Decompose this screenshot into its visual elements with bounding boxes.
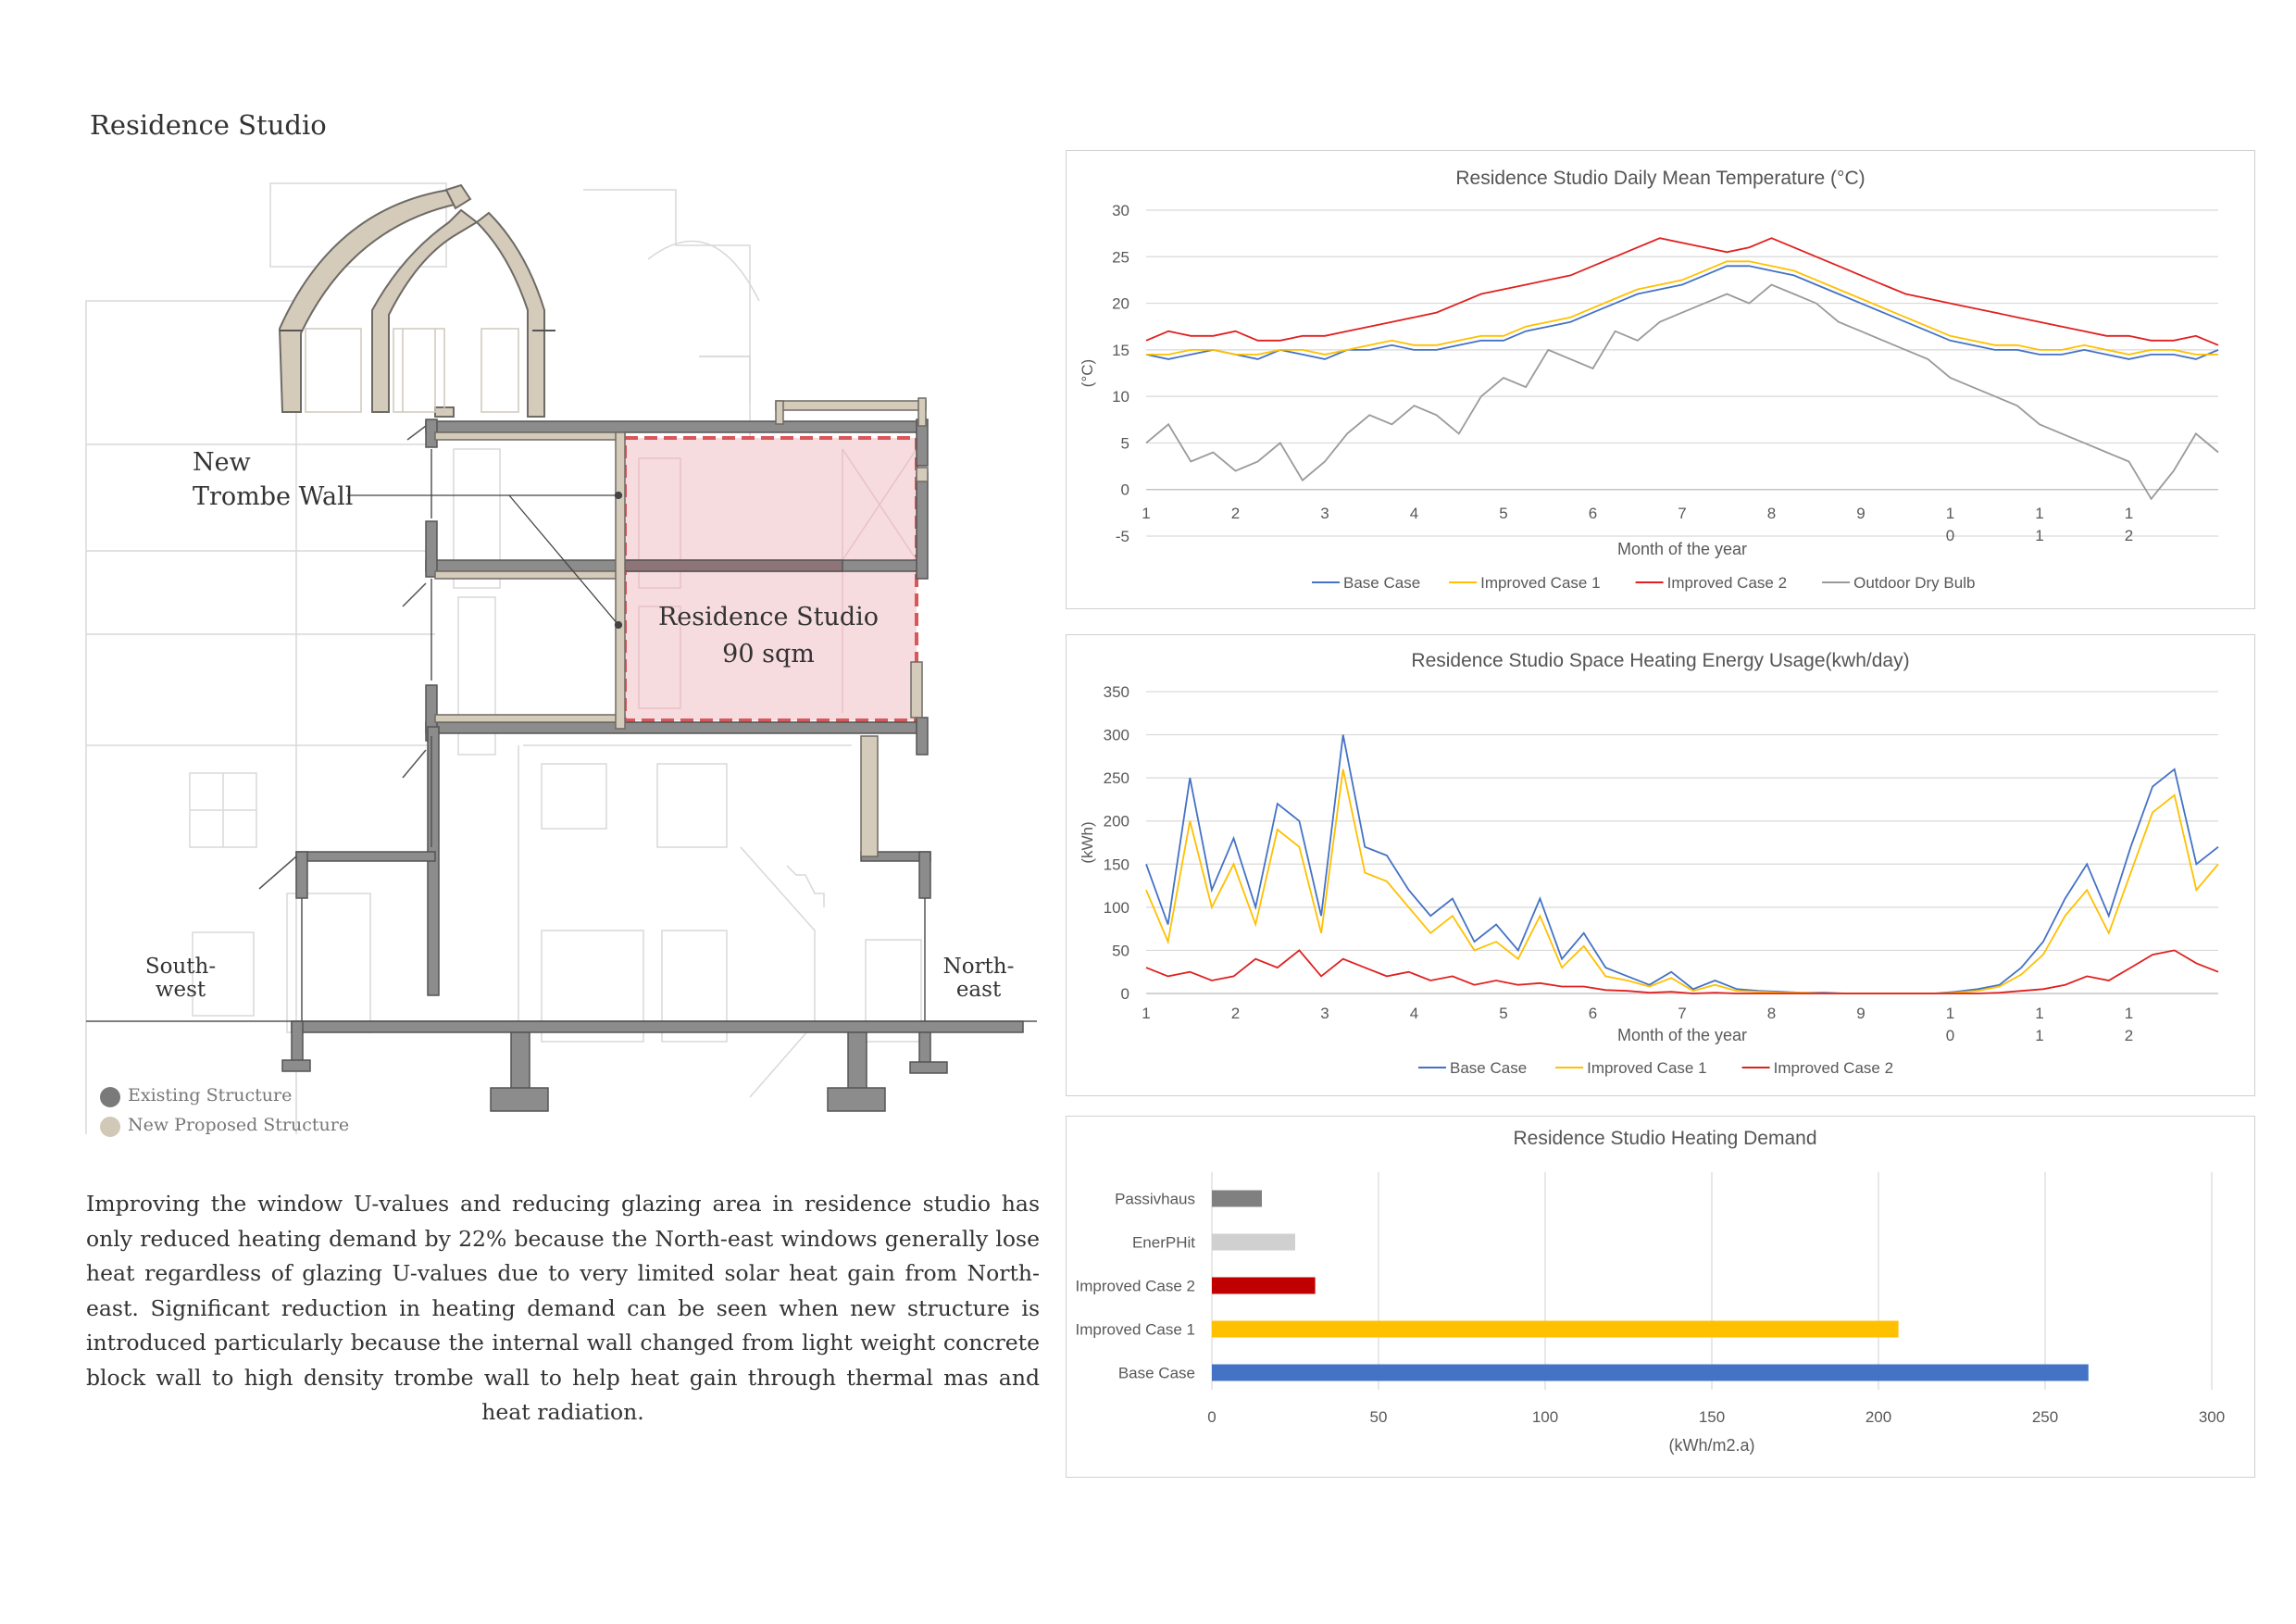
trombe-wall-label-line2: Trombe Wall [193,482,354,511]
x-tick-label: 1 [1142,1005,1151,1022]
proposed-roof [280,185,544,417]
legend-label-0: Base Case [1450,1059,1528,1077]
y-tick-label: 0 [1120,481,1129,499]
y-tick-label: 100 [1103,898,1129,917]
southwest-label-line1: South- [144,955,217,979]
x-tick-label: 2 [1230,1005,1241,1022]
series-line-1 [1146,261,2218,355]
x-tick-label: 9 [1856,1005,1866,1022]
heating-energy-chart [1067,635,2254,1095]
southwest-label-line2: west [155,978,206,1002]
x-axis-title: (kWh/m2.a) [1668,1436,1755,1455]
x-tick-label: 200 [1865,1408,1892,1426]
x-tick-label: 1 [1945,1005,1955,1022]
legend-dot-existing [100,1087,120,1107]
legend-label-3: Outdoor Dry Bulb [1853,574,1976,592]
y-tick-label: 10 [1112,388,1129,406]
x-tick-label: 1 [1945,505,1955,522]
x-tick-label: 50 [1369,1408,1388,1426]
y-tick-label: 350 [1103,683,1129,701]
body-paragraph: Improving the window U-values and reducing glazing area in residence studio has only reduced heating demand by 22% because the North-east windows generally lose heat regardless of glazing U-values due to very limited solar heat gain from North-east. Significant reduction in heating demand can be seen when new structure is introduced particularly because the internal wall changed from light weight concrete block wall to high density trombe wall to help heat gain through thermal mas and heat radiation. [86,1191,1040,1425]
y-tick-label: 250 [1103,769,1129,788]
x-tick-label: 100 [1531,1408,1559,1426]
temperature-chart [1067,151,2254,608]
y-tick-label: 150 [1103,856,1129,874]
temperature-chart-panel [1066,150,2255,609]
x-tick-label: 0 [1945,1027,1955,1044]
x-tick-label: 1 [2124,1005,2134,1022]
y-tick-label: -5 [1115,528,1129,545]
legend-label-proposed: New Proposed Structure [128,1115,350,1135]
chart-title: Residence Studio Heating Demand [1513,1128,1817,1149]
legend-label-existing: Existing Structure [128,1085,293,1106]
x-tick-label: 250 [2031,1408,2059,1426]
heating-demand-chart-panel [1066,1116,2255,1478]
bar-2 [1212,1278,1316,1294]
category-label: Improved Case 1 [1075,1320,1195,1339]
x-tick-label: 5 [1499,505,1508,522]
category-label: Base Case [1117,1364,1195,1382]
bar-1 [1212,1234,1295,1251]
y-tick-label: 200 [1103,812,1129,831]
x-tick-label: 1 [2035,527,2044,544]
legend-label-1: Improved Case 1 [1480,574,1601,592]
category-label: Passivhaus [1115,1190,1195,1208]
x-tick-label: 5 [1499,1005,1508,1022]
x-tick-label: 4 [1409,505,1419,522]
trombe-wall-label-line1: New [193,448,251,477]
room-label-line1: Residence Studio [657,603,880,631]
northeast-label-line2: east [955,978,1002,1002]
x-axis-title: Month of the year [1616,1026,1748,1044]
legend-label-0: Base Case [1343,574,1421,592]
x-tick-label: 9 [1856,505,1866,522]
page-title: Residence Studio [90,109,327,141]
x-tick-label: 3 [1320,505,1329,522]
x-tick-label: 6 [1588,505,1598,522]
series-line-3 [1146,285,2218,499]
y-tick-label: 15 [1112,341,1129,359]
x-tick-label: 2 [2124,1027,2134,1044]
bar-3 [1212,1321,1899,1338]
x-tick-label: 1 [1142,505,1151,522]
x-tick-label: 7 [1678,505,1687,522]
x-tick-label: 6 [1588,1005,1598,1022]
x-tick-label: 1 [2124,505,2134,522]
residence-studio-highlight [625,438,917,720]
x-tick-label: 0 [1207,1408,1217,1426]
x-tick-label: 8 [1766,505,1777,522]
x-tick-label: 7 [1678,1005,1687,1022]
y-tick-label: 30 [1112,202,1129,219]
legend-label-2: Improved Case 2 [1773,1059,1894,1077]
bar-4 [1212,1365,2089,1381]
chart-title: Residence Studio Daily Mean Temperature (°C) [1455,168,1866,189]
heating-energy-chart-panel [1066,634,2255,1096]
y-axis-title: (kWh) [1079,821,1096,864]
bar-0 [1212,1191,1262,1207]
legend-label-2: Improved Case 2 [1666,574,1788,592]
x-tick-label: 8 [1766,1005,1777,1022]
category-label: EnerPHit [1131,1233,1195,1252]
y-tick-label: 25 [1112,248,1129,267]
y-axis-title: (°C) [1079,358,1096,388]
y-tick-label: 50 [1112,942,1129,960]
x-tick-label: 300 [2198,1408,2226,1426]
room-label-line2: 90 sqm [722,640,815,668]
x-tick-label: 0 [1945,527,1955,544]
legend-dot-proposed [100,1117,120,1137]
x-tick-label: 2 [1230,505,1241,522]
series-line-2 [1146,238,2218,345]
y-tick-label: 5 [1120,434,1129,453]
chart-title: Residence Studio Space Heating Energy Usage(kwh/day) [1411,650,1910,671]
heating-demand-chart [1067,1117,2254,1477]
northeast-label-line1: North- [942,955,1015,979]
y-tick-label: 300 [1103,726,1129,744]
y-tick-label: 20 [1112,294,1129,313]
x-tick-label: 2 [2124,527,2134,544]
x-tick-label: 4 [1409,1005,1419,1022]
category-label: Improved Case 2 [1075,1277,1195,1295]
x-tick-label: 150 [1698,1408,1726,1426]
section-drawing [83,171,1046,1134]
x-tick-label: 1 [2035,1005,2044,1022]
x-tick-label: 1 [2035,1027,2044,1044]
roof-windows [306,329,518,412]
legend-label-1: Improved Case 1 [1587,1059,1707,1077]
y-tick-label: 0 [1120,985,1129,1003]
x-tick-label: 1 [2035,505,2044,522]
x-tick-label: 3 [1320,1005,1329,1022]
series-line-2 [1146,950,2218,993]
x-axis-title: Month of the year [1616,540,1748,558]
